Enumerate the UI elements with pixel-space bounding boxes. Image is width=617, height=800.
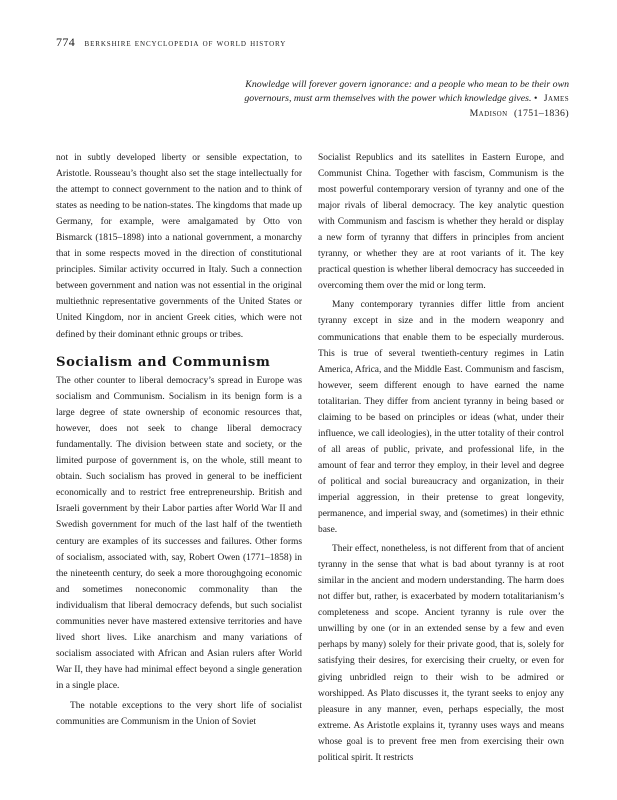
right-paragraph-3: Their effect, nonetheless, is not different from that of ancient tyranny in the sense that what is bad about tyranny is at root similar in the ancient and modern understanding. The harm does not differ but, rather, is exacerbated by modern totalitarianism’s completeness and scope. Ancient tyranny is rule over the unwilling by one (or in an extended sense by a few and even perhaps by many) solely for their private good, that is, solely for satisfying their desires, for exercising their cruelty, or even for giving unbridled reign to their wish to be admired or worshipped. As Plato discusses it, the tyrant seeks to enjoy any pleasure in any manner, even, perhaps especially, the most extreme. As Aristotle explains it, tyranny uses ways and means whose goal is to prevent free men from exercising their own political spirit. It restricts — [318, 544, 564, 763]
epigraph-quote: Knowledge will forever govern ignorance: and a people who mean to be their own governours, must arm themselves with the power which knowledge gives. — [244, 79, 569, 105]
epigraph — [209, 78, 569, 121]
epigraph-bullet: • — [533, 93, 538, 105]
left-paragraph-3: The notable exceptions to the very short life of socialist communities are Communism in the Union of Soviet — [56, 701, 302, 728]
right-column — [318, 150, 564, 766]
right-paragraph-2: Many contemporary tyrannies differ little from ancient tyranny except in size and in the modern weaponry and communications that enable them to be especially murderous. This is true of several twentieth-century regimes in Latin America, Africa, and the Middle East. Communism and fascism, however, seem different enough to have earned the name totalitarian. They differ from ancient tyranny in being based or claiming to be based on principles or ideas (what, under their influence, we call ideologies), in the utter totality of their control of all areas of public, private, and professional life, in the amount of fear and terror they employ, in their level and degree of political and social bureaucracy and organization, in their imperial aggression, in their pretense to great longevity, permanence, and imperial sway, and (sometimes) in their ethnic base. — [318, 300, 564, 536]
epigraph-author: James Madison — [469, 93, 569, 119]
right-paragraph-1: Socialist Republics and its satellites in Eastern Europe, and Communist China. Together with fascism, Communism is the most powerful contemporary version of tyranny and one of the major rivals of liberal democracy. The key analytic question with Communism and fascism is whether they herald or display a new form of tyranny that differs in principles from ancient tyranny, or whether they are at root variants of it. The key practical question is whether liberal democracy has succeeded in overcoming them over the mid or long term. — [318, 153, 564, 292]
left-column — [56, 150, 302, 730]
left-paragraph-1: not in subtly developed liberty or sensible expectation, to Aristotle. Rousseau’s thought also set the stage intellectually for the attempt to connect government to the nation and to think of states as needing to be nation-states. The kingdoms that made up Germany, for example, were amalgamated by Otto von Bismarck (1815–1898) into a national government, a monarchy that in some respects moved in the direction of constitutional principles. Similar activity occurred in Italy. Such a connection between government and nation was not essential in the original multiethnic representative governments of the United States or United Kingdom, nor in ancient Greek cities, which were not defined by their dominant ethnic groups or tribes. — [56, 153, 302, 340]
running-title: berkshire encyclopedia of world history — [84, 38, 287, 49]
section-heading: Socialism and Communism — [56, 354, 271, 370]
left-paragraph-2: The other counter to liberal democracy’s spread in Europe was socialism and Communism. Socialism in its benign form is a large degree of state ownership of economic resources that, however, does not seek to change liberal democracy fundamentally. The division between state and society, or the limited purpose of government is, on the whole, still meant to obtain. Such socialism has proved in general to be inefficient economically and to restrict free entrepreneurship. British and Israeli government by their Labor parties after World War II and Swedish government for much of the last half of the twentieth century are examples of its successes and failures. Other forms of socialism, associated with, say, Robert Owen (1771–1858) in the nineteenth century, do seek a more thoroughgoing economic and sometimes noneconomic commonality than the individualism that liberal democracy defends, but such socialist communities never have mastered extensive territories and have lived short lives. Like anarchism and many variations of socialism associated with African and Asian rulers after World War II, they have had minimal effect beyond a single generation in a single place. — [56, 376, 302, 691]
running-head — [56, 36, 566, 50]
page-number: 774 — [56, 35, 76, 49]
epigraph-dates: (1751–1836) — [513, 107, 569, 119]
